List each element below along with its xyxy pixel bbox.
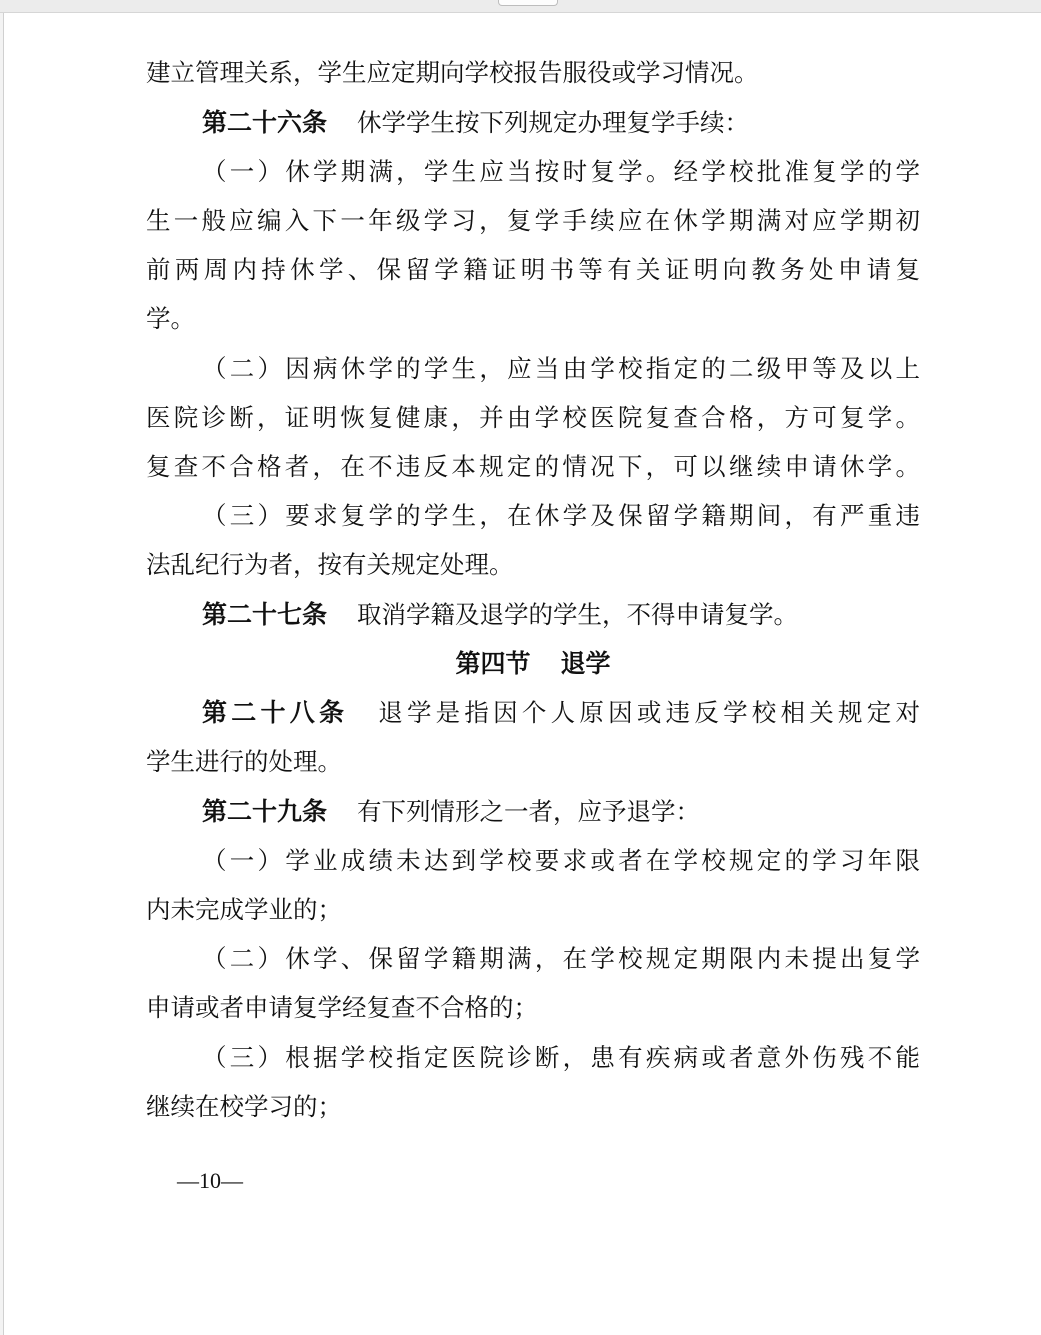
text-line: （一）学业成绩未达到学校要求或者在学校规定的学习年限 <box>202 846 920 875</box>
article-29-title: 第二十九条 <box>202 797 328 826</box>
article-28-title: 第二十八条 <box>202 698 349 727</box>
article-26 <box>202 105 920 141</box>
scrollbar-thumb[interactable] <box>498 0 558 6</box>
text-line: 医院诊断，证明恢复健康，并由学校医院复查合格，方可复学。 <box>146 403 920 432</box>
text-line: 学生进行的处理。 <box>146 747 342 776</box>
article-29 <box>202 794 920 830</box>
text-line: （二）因病休学的学生，应当由学校指定的二级甲等及以上 <box>202 354 920 383</box>
section-title: 退学 <box>560 649 611 678</box>
text-line: 建立管理关系，学生应定期向学校报告服役或学习情况。 <box>146 58 759 87</box>
article-27-text: 取消学籍及退学的学生，不得申请复学。 <box>357 600 799 629</box>
text-line: 内未完成学业的； <box>146 895 342 924</box>
text-line: 复查不合格者，在不违反本规定的情况下，可以继续申请休学。 <box>146 452 920 481</box>
text-line: （三）要求复学的学生，在休学及保留学籍期间，有严重违 <box>202 501 920 530</box>
section-heading <box>146 646 920 682</box>
article-29-text: 有下列情形之一者，应予退学： <box>357 797 701 826</box>
section-label: 第四节 <box>455 649 531 678</box>
text-line: 申请或者申请复学经复查不合格的； <box>146 993 538 1022</box>
text-line: （二）休学、保留学籍期满，在学校规定期限内未提出复学 <box>202 944 920 973</box>
text-line: 继续在校学习的； <box>146 1092 342 1121</box>
text-line: 法乱纪行为者，按有关规定处理。 <box>146 550 514 579</box>
article-26-text: 休学学生按下列规定办理复学手续： <box>357 108 750 137</box>
viewer-top-bar <box>0 0 1041 13</box>
article-26-title: 第二十六条 <box>202 108 328 137</box>
text-line: 学。 <box>146 304 195 333</box>
article-27 <box>202 597 920 633</box>
article-28-text: 退学是指因个人原因或违反学校相关规定对 <box>378 698 920 727</box>
article-28 <box>202 695 920 731</box>
text-line: 前两周内持休学、保留学籍证明书等有关证明向教务处申请复 <box>146 255 920 284</box>
text-line: 生一般应编入下一年级学习，复学手续应在休学期满对应学期初 <box>146 206 920 235</box>
text-line: （三）根据学校指定医院诊断，患有疾病或者意外伤残不能 <box>202 1043 920 1072</box>
article-27-title: 第二十七条 <box>202 600 328 629</box>
page-number: —10— <box>177 1168 243 1193</box>
document-page <box>3 13 1041 1335</box>
text-line: （一）休学期满，学生应当按时复学。经学校批准复学的学 <box>202 157 920 186</box>
